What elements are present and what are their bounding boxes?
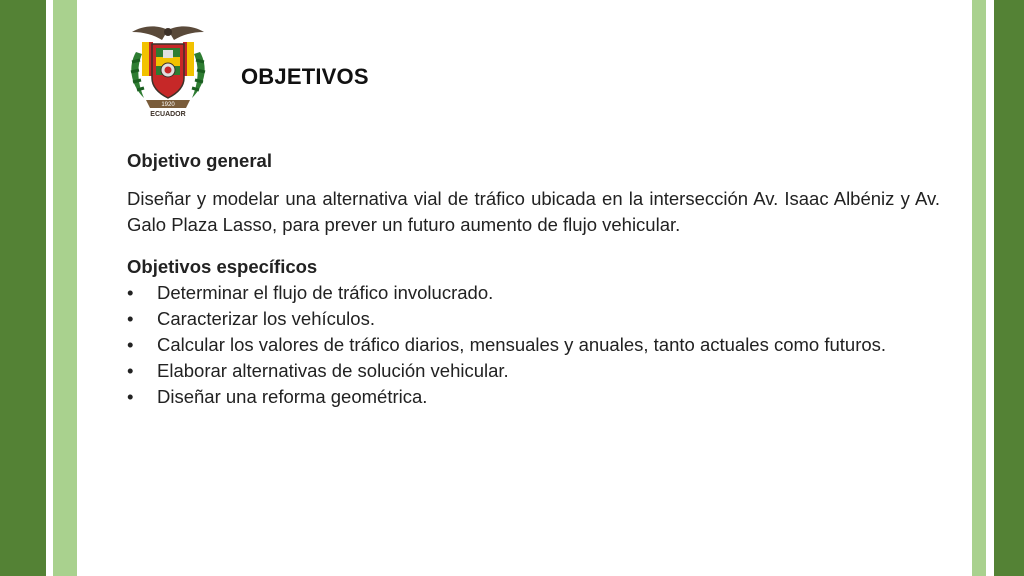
page-title: OBJETIVOS	[241, 64, 369, 89]
list-item	[127, 384, 940, 410]
general-objective-heading: Objetivo general	[127, 150, 272, 171]
list-item	[127, 280, 940, 306]
right-dark-stripe	[994, 0, 1024, 576]
svg-text:ECUADOR: ECUADOR	[150, 111, 186, 118]
list-item-text: Diseñar una reforma geométrica.	[157, 386, 428, 407]
right-light-stripe	[972, 0, 986, 576]
list-item-text: Calcular los valores de tráfico diarios, mensuales y anuales, tanto actuales como futuros.	[157, 334, 887, 355]
list-item	[127, 332, 940, 358]
general-objective-text: Diseñar y modelar una alternativa vial de tráfico ubicada en la intersección Av. Isaac Albéniz y Av. Galo Plaza Lasso, para prever un futuro aumento de flujo vehicular.	[127, 188, 940, 235]
left-light-stripe	[53, 0, 77, 576]
slide-body	[127, 148, 940, 410]
svg-text:1920: 1920	[161, 102, 175, 108]
bullet-icon: •	[127, 308, 134, 329]
coat-of-arms-icon	[122, 22, 214, 120]
bullet-icon: •	[127, 386, 134, 407]
list-item-text: Elaborar alternativas de solución vehicular.	[157, 360, 509, 381]
list-item-text: Determinar el flujo de tráfico involucrado.	[157, 282, 494, 303]
list-item	[127, 358, 940, 384]
bullet-icon: •	[127, 334, 134, 355]
specific-objectives-list	[127, 280, 940, 410]
specific-objectives-heading: Objetivos específicos	[127, 256, 318, 277]
list-item	[127, 306, 940, 332]
bullet-icon: •	[127, 282, 134, 303]
left-dark-stripe	[0, 0, 46, 576]
list-item-text: Caracterizar los vehículos.	[157, 308, 375, 329]
bullet-icon: •	[127, 360, 134, 381]
